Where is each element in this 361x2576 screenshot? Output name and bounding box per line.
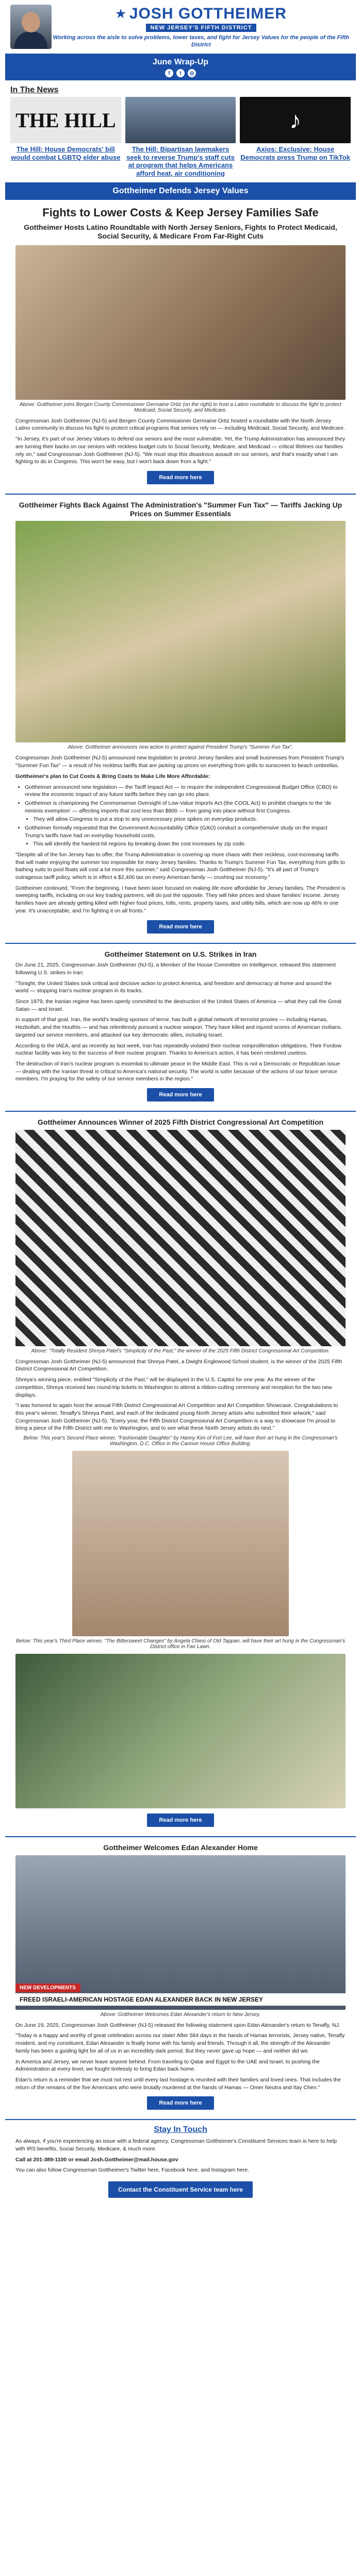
article-title: Gottheimer Fights Back Against The Administration's "Summer Fun Tax" — Tariffs Jacking Up Prices on Summer Essentials [19, 500, 342, 518]
article-paragraph: Since 1979, the Iranian regime has been openly committed to the destruction of the United States of America — what they call the Great Satan — and Israel. [15, 998, 342, 1012]
winning-artwork [15, 1130, 346, 1346]
summer-tax-photo [15, 521, 346, 742]
brand [52, 5, 351, 49]
third-place-artwork [15, 1654, 346, 1808]
article-art-competition [5, 1112, 356, 1837]
article-paragraph: "In Jersey, it's part of our Jersey Values to defend our seniors and the most vulnerable. Yet, the Trump Administration has announced they are turning their backs on our seniors with reckless budget cuts to Social Security, Medicare, and Medicaid — critical lifelines our families rely on," said Congressman Josh Gottheimer (NJ-5). "We must stop this disastrous assault on our seniors, and that's exactly what I am fighting to do in Congress. This won't be easy, but I won't back down from a fight." [15, 436, 346, 465]
list-item: • Gottheimer announced new legislation — the Tariff Impact Act — to require the independent Congressional Budget Office (CBO) to review the economic impact of any future tariffs before they can go into place. [25, 784, 346, 799]
newsletter [5, 0, 356, 2208]
list-item: • Gottheimer formally requested that the Government Accountability Office (GAO) conduct a comprehensive study on the impact Trump's tariffs have had on everyday household costs. [25, 824, 346, 839]
read-more-button[interactable]: Read more here [147, 1814, 214, 1827]
headshot-photo [10, 5, 52, 49]
article-paragraph: In support of that goal, Iran, the world's leading sponsor of terror, has built a global network of terrorist proxies — including Hamas, Hezbollah, and the Houthis — and has relentlessly pursued a nuclear weapon. They have killed and injured scores of American civilians, targeted our service members, and attacked our key democratic allies, including Israel. [15, 1016, 342, 1038]
article-paragraph: In America and Jersey, we never leave anyone behind. From traveling to Qatar and Egypt to the UAE and Israel, to pushing the Administration at every level, we fought tirelessly to bring Edan back home. [15, 2058, 320, 2073]
stay-title: Stay In Touch [154, 2125, 207, 2134]
news-photo [125, 97, 236, 143]
article-paragraph: Congressman Josh Gottheimer (NJ-5) and Bergen County Commissioner Germaine Ortiz hosted a roundtable with the North Jersey Latino community to discuss his fight to protect critical programs that seniors rely on — including Medicaid, Social Security, and Medicare. [15, 417, 345, 432]
tiktok-logo: ♪ [240, 97, 351, 143]
article-paragraph: Edan's return is a reminder that we must not rest until every last hostage is reunited with their families and loved ones. That includes the return of the remains of the five Americans who were brutally murdered at the hands of Hamas — Omer Neutra and Itay Chen." [15, 2076, 341, 2091]
tagline: Working across the aisle to solve problems, lower taxes, and fight for Jersey Values for the people of the Fifth District [53, 34, 350, 48]
article-paragraph: "Tonight, the United States took critical and decisive action to protect America, and freedom and democracy at home and around the world — stopping Iran's nuclear program in its tracks. [15, 980, 332, 994]
article-iran-strikes [5, 944, 356, 1112]
article-paragraph: Congressman Josh Gottheimer (NJ-5) announced that Shreya Patel, a Dwight Englewood School student, is the winner of the 2025 Fifth District Congressional Art Competition. [15, 1358, 342, 1372]
article-paragraph: "Today is a happy and worthy of great celebration across our state! After 584 days in the hands of Hamas terrorists, Jersey native, Tenafly resident, and my constituent, Edan Alexander is finally home with his family and friends. Through it all, the strength of the Alexander family has been a guiding light for all of us in an incredibly dark period. But they never gave up hope — and neither did we. [15, 2032, 345, 2054]
news-title: In The News [10, 86, 59, 94]
social-links [5, 69, 356, 77]
the-hill-logo: THE HILL [10, 97, 121, 143]
photo-caption: Below: This year's Second Place winner, "Fashionable Daughter" by Hanny Kim of Fort Lee, will have their art hung in the Congressman's Washington, D.C. Office in the Cannon House Office Building. [23, 1435, 338, 1447]
stay-paragraph: As always, if you're experiencing an issue with a federal agency, Congressman Gottheimer's Constituent Services team is here to help with IRS benefits, Social Security, Medicare, & much more. [15, 2138, 337, 2152]
article-paragraph: On June 19, 2025, Congressman Josh Gottheimer (NJ-5) released the following statement upon Edan Alexander's return to Tenafly, NJ. [15, 2022, 340, 2028]
section-jersey-values: Gottheimer Defends Jersey Values [5, 182, 356, 200]
news-tag: NEW DEVELOPMENTS [15, 1984, 80, 1992]
brand-name-text: JOSH GOTTHEIMER [129, 5, 287, 22]
article-paragraph: On June 21, 2025, Congressman Josh Gottheimer (NJ-5), a Member of the House Committee on Intelligence, released this statement following U.S. strikes in Iran: [15, 962, 336, 976]
contact-line: Call at 201-389-1100 or email Josh.Gottheimer@mail.house.gov [15, 2156, 178, 2163]
second-place-artwork [72, 1451, 289, 1636]
stay-in-touch [5, 2120, 356, 2208]
district-label: NEW JERSEY'S FIFTH DISTRICT [146, 24, 256, 32]
article-edan-alexander [5, 1837, 356, 2120]
article-paragraph: Congressman Josh Gottheimer (NJ-5) announced new legislation to protect Jersey families and small businesses from President Trump's "Summer Fun Tax" — a result of his reckless tariffs that are jacking up prices on everything from grills to sunscreen to beach umbrellas. [15, 755, 344, 769]
star-icon: ★ [116, 7, 126, 20]
twitter-icon[interactable]: t [176, 69, 185, 77]
facebook-icon[interactable]: f [165, 69, 173, 77]
news-banner: FREED ISRAELI-AMERICAN HOSTAGE EDAN ALEXANDER BACK IN NEW JERSEY [15, 1993, 346, 2006]
news-item-hill-heat[interactable] [125, 97, 236, 177]
brand-name [52, 5, 351, 23]
wrapup-band [5, 54, 356, 80]
article-title: Gottheimer Welcomes Edan Alexander Home [103, 1843, 258, 1852]
header [5, 0, 356, 54]
read-more-button[interactable]: Read more here [147, 2096, 214, 2110]
roundtable-photo [15, 245, 346, 400]
news-link[interactable]: Axios: Exclusive: House Democrats press Trump on TikTok [240, 145, 350, 161]
article-paragraph: The destruction of Iran's nuclear program is essential to ultimate peace in the Middle East. This is not a Democratic or Republican issue — dealing with the Iranian threat is critical to America's national security. The world is safer because of the actions of our brave service members. I'm praying for the safety of our service members in the region." [15, 1060, 340, 1082]
news-list [5, 97, 356, 177]
article-title: Gottheimer Statement on U.S. Strikes in Iran [104, 950, 257, 958]
list-item: • This will identify the hardest-hit regions by breaking down the cost increases by zip code. [33, 840, 346, 848]
news-link[interactable]: The Hill: House Democrats' bill would combat LGBTQ elder abuse [11, 145, 121, 161]
article-title: Gottheimer Announces Winner of 2025 Fifth District Congressional Art Competition [37, 1117, 324, 1126]
photo-caption: Above: Gottheimer joins Bergen County Commissioner Germaine Ortiz (on the right) to host a Latino roundtable to discuss the fight to protect Medicaid, Social Security, and Medicare. [19, 401, 342, 413]
follow-line: You can also follow Congressman Gottheimer's Twitter here, Facebook here, and Instagram here. [15, 2167, 250, 2174]
list-item: • Gottheimer is championing the Commonsense Oversight of Low-Value Imports Act (the COOL Act) to prohibit changes to the 'de minimis exemption' — affecting imports that cost less than $800 — from going into place without first Congress. [25, 800, 346, 815]
news-item-hill-lgbtq[interactable] [10, 97, 121, 177]
article-paragraph: Gottheimer continued, "From the beginning, I have been laser focused on making life more affordable for Jersey families. The President is sweeping tariffs, including on our key trading partners, will do just the opposite. They will hike prices and shave families' income. Jersey families have are already getting killed with higher food prices, tolls, rents, property taxes, and utility bills, which are now up 46% in one year. It's unacceptable, and I'm fighting it on all fronts." [15, 885, 346, 914]
article-summer-fun-tax [5, 495, 356, 944]
photo-caption: Above: Gottheimer Welcomes Edan Alexander's return to New Jersey. [100, 2011, 261, 2018]
photo-caption: Below: This year's Third Place winner, "The Bittersweet Changes" by Angela Chiesi of Old Tappan, will have their art hung in the Congressman's District office in Fair Lawn. [15, 1638, 346, 1650]
news-item-axios-tiktok[interactable] [240, 97, 351, 177]
article-paragraph: According to the IAEA, and as recently as last week, Iran has repeatedly violated their nuclear nonproliferation obligations. Their Fordow nuclear facility was key to the success of their nuclear program. Thanks to America's action, it has been rendered useless. [15, 1042, 341, 1057]
article-title: Fights to Lower Costs & Keep Jersey Families Safe [42, 206, 319, 219]
contact-constituent-services-button[interactable]: Contact the Constituent Service team here [108, 2181, 253, 2198]
list-item: • They will allow Congress to put a stop to any unnecessary price spikes on everyday products. [33, 816, 346, 823]
read-more-button[interactable]: Read more here [147, 471, 214, 484]
article-paragraph: "I was honored to again host the annual Fifth District Congressional Art Competition and Art Competition Showcase. Congratulations to this year's winner, Tenafly's Shreya Patel, and each of the dedicated young North Jersey artists who submitted their artwork," said Congressman Josh Gottheimer (NJ-5). "Every year, the Fifth District Congressional Art Competition is a way to showcase I'm proud to bring a piece of the Fifth District with me to Washington, and to see what these North Jersey artists do next." [15, 1402, 338, 1432]
article-lead: Gottheimer's plan to Cut Costs & Bring Costs to Make Life More Affordable: [15, 773, 210, 779]
instagram-icon[interactable]: ◎ [188, 69, 196, 77]
read-more-button[interactable]: Read more here [147, 920, 214, 934]
article-subtitle: Gottheimer Hosts Latino Roundtable with North Jersey Seniors, Fights to Protect Medicaid, Social Security, & Medicare From Far-Right Cuts [24, 223, 337, 241]
photo-caption: Above: Gottheimer announces new action to protect against President Trump's "Summer Fun Tax". [68, 744, 293, 751]
article-lower-costs [5, 200, 356, 495]
article-paragraph: Shreya's winning piece, entitled "Simplicity of the Past," will be displayed in the U.S. Capitol for one year. As the winner of the competition, Shreya received two round-trip tickets to Washington to attend a ribbon-cutting ceremony and reception for the two new displays. [15, 1377, 332, 1398]
article-paragraph: "Despite all of the fun Jersey has to offer, the Trump Administration is covering up more chaos with their reckless, cost-increasing tariffs that will make enjoying the summer too impossible for many Jersey families. Thanks to Trump's Summer Fun Tax, everything from grills to bathing suits to pool floats will cost a lot more this summer," said Congressman Josh Gottheimer (NJ-5). "It's all part of Trump's outrageous tariff policy, which is in effect a $2,400 tax on every American family — crushing our economy." [15, 852, 345, 881]
plan-list [25, 784, 346, 849]
news-link[interactable]: The Hill: Bipartisan lawmakers seek to reverse Trump's staff cuts at program that helps Americans afford heat, air conditioning [126, 145, 235, 177]
wrapup-title: June Wrap-Up [152, 58, 209, 66]
read-more-button[interactable]: Read more here [147, 1088, 214, 1101]
news-broadcast-photo [15, 1855, 346, 2010]
photo-caption: Above: "Totally Resident Shreya Patel's "Simplicity of the Past," the winner of the 2025 Fifth District Congressional Art Competition. [31, 1348, 330, 1354]
